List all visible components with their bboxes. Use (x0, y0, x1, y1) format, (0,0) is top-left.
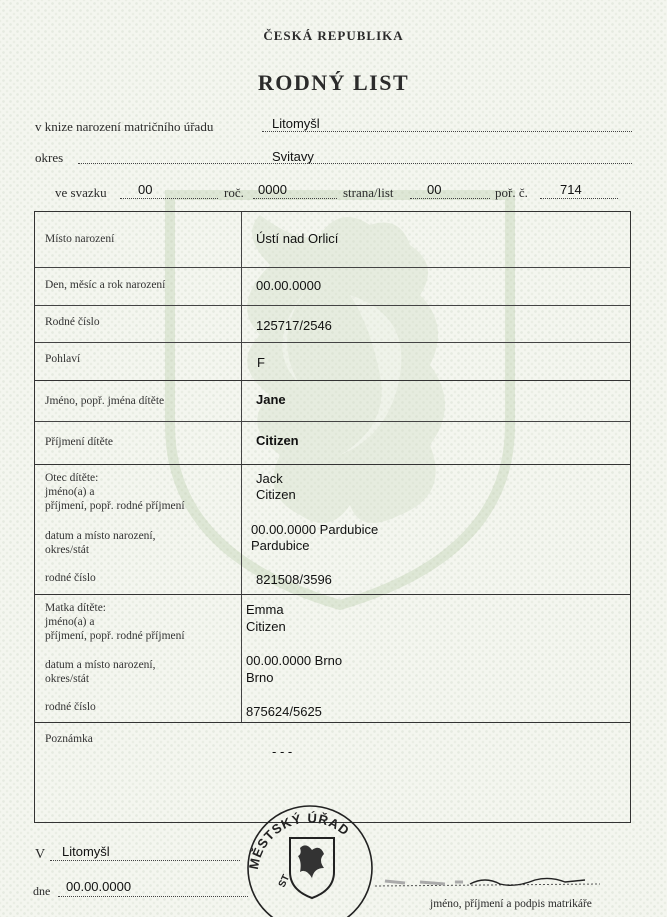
order-label: poř. č. (495, 185, 528, 200)
volume-value: 00 (138, 182, 153, 197)
signature-caption: jméno, příjmení a podpis matrikáře (430, 898, 592, 910)
row-divider (35, 342, 630, 343)
sex-label: Pohlaví (45, 353, 81, 365)
father-number-label: rodné číslo (45, 572, 96, 584)
volume-label: ve svazku (55, 185, 107, 200)
country-heading: ČESKÁ REPUBLIKA (263, 28, 404, 43)
svg-text:MĚSTSKÝ ÚŘAD (246, 810, 353, 870)
row-divider (35, 421, 630, 422)
district-label: okres (35, 150, 64, 165)
mother-birth-number: 875624/5625 (246, 704, 322, 719)
office-value: Litomyšl (272, 116, 320, 131)
row-divider (35, 380, 630, 381)
page-label: strana/list (343, 185, 394, 200)
father-birth-line-1: 00.00.0000 Pardubice (251, 522, 379, 537)
father-title-label: Otec dítěte: (45, 472, 99, 484)
stamp-text-top: MĚSTSKÝ ÚŘAD (245, 810, 353, 871)
row-divider (35, 267, 630, 268)
birth-record-table (34, 211, 631, 823)
place-dotted-line (50, 860, 240, 861)
mother-number-label: rodné číslo (45, 701, 96, 713)
birth-number-label: Rodné číslo (45, 316, 100, 328)
volume-dotted-line (120, 198, 218, 199)
mother-first-name: Emma (246, 602, 284, 617)
father-birth-number: 821508/3596 (256, 572, 332, 587)
row-divider (35, 305, 630, 306)
mother-district-label: okres/stát (45, 673, 90, 685)
father-district-label: okres/stát (45, 544, 90, 556)
date-dotted-line (58, 896, 248, 897)
page-value: 00 (427, 182, 442, 197)
official-stamp (238, 800, 378, 917)
date-prefix: dne (33, 884, 51, 898)
father-name-label: jméno(a) a (45, 486, 95, 498)
note-label: Poznámka (45, 733, 93, 745)
place-prefix: V (35, 847, 46, 862)
child-name-label: Jméno, popř. jména dítěte (45, 395, 165, 407)
father-birth-line-2: Pardubice (251, 538, 310, 553)
office-label: v knize narození matričního úřadu (35, 119, 214, 134)
birth-number-value: 125717/2546 (256, 318, 332, 333)
stamp-text-side: ST (276, 873, 293, 890)
father-surname-label: příjmení, popř. rodné příjmení (45, 500, 185, 512)
date-of-birth-label: Den, měsíc a rok narození (45, 279, 166, 291)
row-divider (35, 722, 630, 723)
father-birth-label: datum a místo narození, (45, 530, 156, 542)
mother-name-label: jméno(a) a (45, 616, 95, 628)
page-dotted-line (410, 198, 490, 199)
row-divider (35, 594, 630, 595)
district-dotted-line (78, 163, 632, 164)
place-of-birth-label: Místo narození (45, 233, 115, 245)
child-surname-label: Příjmení dítěte (45, 436, 114, 448)
place-value: Litomyšl (62, 844, 110, 859)
date-value: 00.00.0000 (66, 879, 132, 894)
district-value: Svitavy (272, 149, 314, 164)
mother-birth-line-2: Brno (246, 670, 274, 685)
year-dotted-line (253, 198, 337, 199)
column-divider-parents (241, 464, 242, 722)
mother-birth-label: datum a místo narození, (45, 659, 156, 671)
signature (375, 872, 600, 890)
place-of-birth-value: Ústí nad Orlicí (256, 231, 339, 246)
mother-surname-label: příjmení, popř. rodné příjmení (45, 630, 185, 642)
note-value: - - - (272, 744, 293, 759)
child-name-value: Jane (256, 392, 286, 407)
order-dotted-line (540, 198, 618, 199)
child-surname-value: Citizen (256, 433, 299, 448)
year-label: roč. (224, 185, 244, 200)
date-of-birth-value: 00.00.0000 (256, 278, 322, 293)
father-surname: Citizen (256, 487, 296, 502)
office-dotted-line (262, 131, 632, 132)
mother-surname: Citizen (246, 619, 286, 634)
mother-birth-line-1: 00.00.0000 Brno (246, 653, 343, 668)
mother-title-label: Matka dítěte: (45, 602, 106, 614)
sex-value: F (257, 355, 265, 370)
father-first-name: Jack (256, 471, 283, 486)
document-title: RODNÝ LIST (257, 70, 410, 95)
order-value: 714 (560, 182, 582, 197)
year-value: 0000 (258, 182, 287, 197)
row-divider (35, 464, 630, 465)
